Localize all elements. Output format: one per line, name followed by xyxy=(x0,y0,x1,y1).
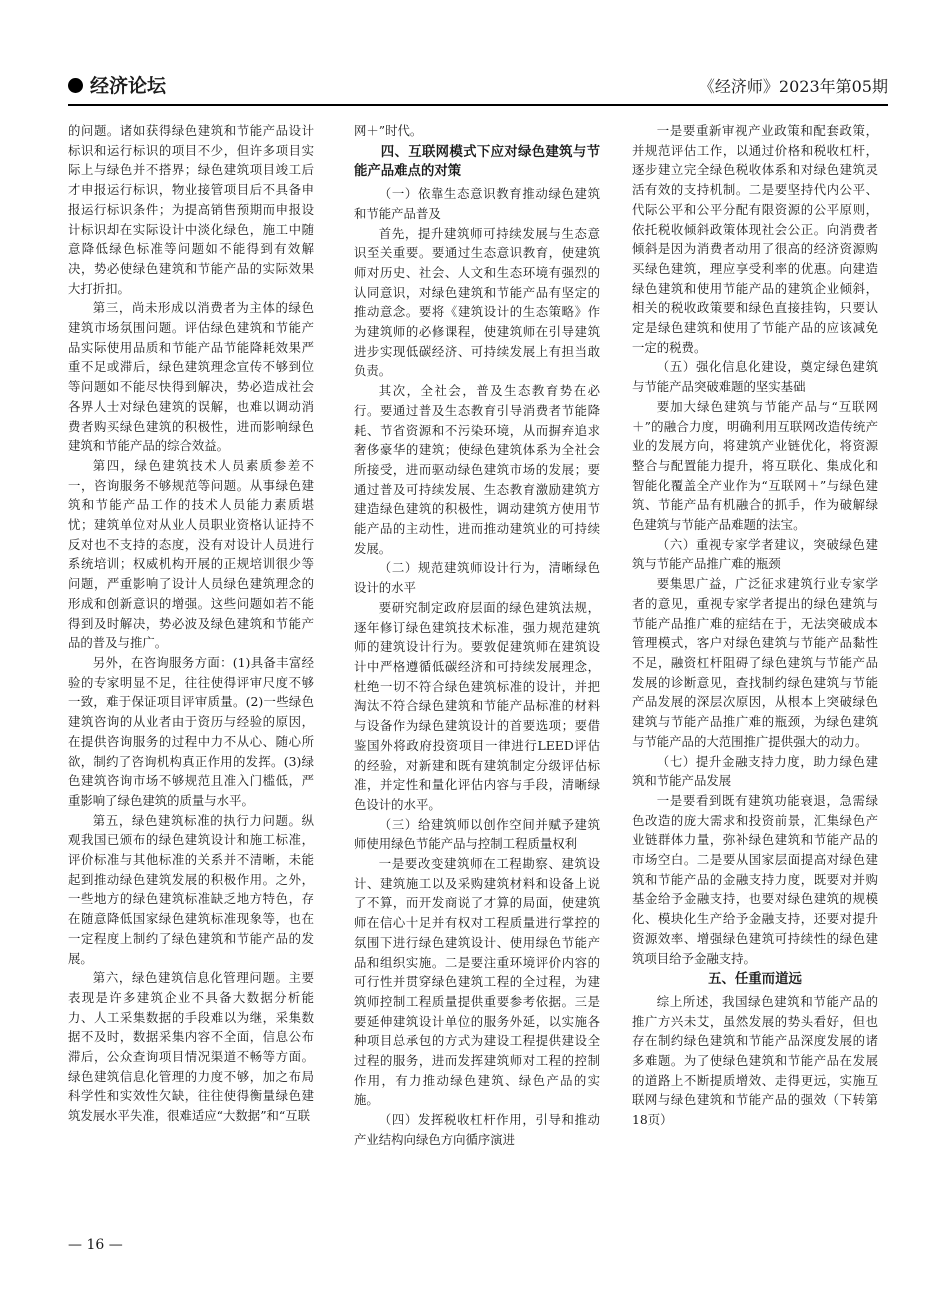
section-title: 经济论坛 xyxy=(90,75,167,97)
paragraph: 综上所述，我国绿色建筑和节能产品的推广方兴未艾，虽然发展的势头看好，但也存在制约绿色建筑和节能产品深度发展的诸多难题。为了使绿色建筑和节能产品在发展的道路上不断提质增效、走得更远，实施互联网与绿色建筑和节能产品的强效（下转第18页） xyxy=(632,993,878,1128)
paragraph: 一是要看到既有建筑功能衰退，急需绿色改造的庞大需求和投资前景，汇集绿色产业链群体力量，弥补绿色建筑和节能产品的市场空白。二是要从国家层面提高对绿色建筑和节能产品的金融支持力度，既要对并购基金给予金融支持，也要对绿色建筑的规模化、模块化生产给予金融支持，还要对提升资源效率、增强绿色建筑可持续性的绿色建筑项目给予金融支持。 xyxy=(632,792,878,966)
section-heading: 四、互联网模式下应对绿色建筑与节能产品难点的对策 xyxy=(354,144,600,180)
paragraph: （五）强化信息化建设，奠定绿色建筑与节能产品突破难题的坚实基础 xyxy=(632,359,878,395)
paragraph: 第五，绿色建筑标准的执行力问题。纵观我国已颁布的绿色建筑设计和施工标准，评价标准与其他标准的关系并不清晰，未能起到推动绿色建筑发展的积极作用。之外，一些地方的绿色建筑标准缺乏地方特色，存在随意降低国家绿色建筑标准现象等，也在一定程度上制约了绿色建筑和节能产品的发展。 xyxy=(68,812,314,966)
paragraph: 要加大绿色建筑与节能产品与“互联网＋”的融合力度，明确利用互联网改造传统产业的发展方向，将建筑产业链优化，将资源整合与配置能力提升，将互联化、集成化和智能化覆盖全产业作为“互联网＋”与绿色建筑、节能产品有机融合的抓手，作为破解绿色建筑与节能产品难题的法宝。 xyxy=(632,398,878,533)
paragraph: （一）依靠生态意识教育推动绿色建筑和节能产品普及 xyxy=(354,186,600,221)
paragraph: （七）提升金融支持力度，助力绿色建筑和节能产品发展 xyxy=(632,753,878,789)
paragraph: 第六，绿色建筑信息化管理问题。主要表现是许多建筑企业不具备大数据分析能力、人工采集数据的手段难以为继，采集数据不及时，数据采集内容不全面，信息公布滞后，公众查询项目情况渠道不畅等方面。绿色建筑信息化管理的力度不够，加之布局科学性和实效性欠缺，往往使得衡量绿色建筑发展水平失准，很难适应“大数据”和“互联 xyxy=(68,970,314,1124)
paragraph: 的问题。诸如获得绿色建筑和节能产品设计标识和运行标识的项目不少，但许多项目实际上与绿色并不搭界；绿色建筑项目竣工后才申报运行标识，物业接管项目后不具备申报运行标识条件；为提高销售预期而申报设计标识却在实际设计中淡化绿色，施工中随意降低绿色标准等问题如不能得到有效解决，势必使绿色建筑和节能产品的实际效果大打折扣。 xyxy=(68,123,314,296)
paragraph: （二）规范建筑师设计行为，清晰绿色设计的水平 xyxy=(354,560,600,596)
paragraph: 一是要改变建筑师在工程勘察、建筑设计、建筑施工以及采购建筑材料和设备上说了不算，而开发商说了才算的局面，使建筑师在信心十足并有权对工程质量进行掌控的氛围下进行绿色建筑设计、使用绿色节能产品和组织实施。二是要注重环境评价内容的可行性并贯穿绿色建筑工程的全过程，为建筑师控制工程质量提供重要参考依据。三是要延伸建筑设计单位的服务外延，以实施各种项目总承包的方式为建设工程提供建设全过程的服务，进而发挥建筑师对工程的控制作用，有力推动绿色建筑、绿色产品的实施。 xyxy=(354,856,600,1108)
paragraph: 要集思广益，广泛征求建筑行业专家学者的意见，重视专家学者提出的绿色建筑与节能产品推广难的症结在于，无法突破成本管理模式，客户对绿色建筑与节能产品黏性不足，融资杠杆阻碍了绿色建筑与节能产品发展的诊断意见，查找制约绿色建筑与节能产品发展的深层次原因，从根本上突破绿色建筑与节能产品推广难的瓶颈，为绿色建筑与节能产品的大范围推广提供强大的动力。 xyxy=(632,576,878,749)
journal-issue: 《经济师》2023年第05期 xyxy=(698,77,888,96)
paragraph: （三）给建筑师以创作空间并赋予建筑师使用绿色节能产品与控制工程质量权利 xyxy=(354,816,600,852)
column-2 xyxy=(354,121,600,1150)
section-heading: 五、任重而道远 xyxy=(708,972,802,988)
page-header xyxy=(68,72,888,100)
bullet-icon xyxy=(68,78,83,93)
paragraph: 其次，全社会，普及生态教育势在必行。要通过普及生态教育引导消费者节能降耗、节省资源和不污染环境，从而摒弃追求奢侈豪华的建筑；使绿色建筑体系为全社会所接受，进而驱动绿色建筑市场的发展；要通过普及可持续发展、生态教育激励建筑方建造绿色建筑的积极性，调动建筑方使用节能产品的主动性，进而推动建筑业的可持续发展。 xyxy=(354,383,600,556)
paragraph: 另外，在咨询服务方面：(1)具备丰富经验的专家明显不足，往往使得评审尺度不够一致，难于保证项目评审质量。(2)一些绿色建筑咨询的从业者由于资历与经验的原因，在提供咨询服务的过程中力不从心、随心所欲，制约了咨询机构真正作用的发挥。(3)绿色建筑咨询市场不够规范且准入门槛低，严重影响了绿色建筑的质量与水平。 xyxy=(68,654,314,808)
paragraph: 一是要重新审视产业政策和配套政策，并规范评估工作，以通过价格和税收杠杆，逐步建立完全绿色税收体系和对绿色建筑灵活有效的支持机制。二是要坚持代内公平、代际公平和公平分配有限资源的公平原则，依托税收倾斜政策体现社会公正。向消费者倾斜是因为消费者动用了很高的经济资源购买绿色建筑，理应享受利率的优惠。向建造绿色建筑和使用节能产品的建筑企业倾斜，相关的税收政策要和绿色直接挂钩，只要认定是绿色建筑和使用了节能产品的应该减免一定的税费。 xyxy=(632,123,878,355)
column-1 xyxy=(68,121,314,1126)
paragraph: 要研究制定政府层面的绿色建筑法规，逐年修订绿色建筑技术标准，强力规范建筑师的建筑设计行为。要敦促建筑师在建筑设计中严格遵循低碳经济和可持续发展理念，杜绝一切不符合绿色建筑标准的设计，并把淘汰不符合绿色建筑和节能产品标准的材料与设备作为绿色建筑设计的首要选项；要借鉴国外将政府投资项目一律进行LEED评估的经验，对新建和既有建筑制定分级评估标准，并定性和量化评估内容与手段，清晰绿色设计的水平。 xyxy=(354,599,600,812)
paragraph: 首先，提升建筑师可持续发展与生态意识至关重要。要通过生态意识教育，使建筑师对历史、社会、人文和生态环境有强烈的认同意识，对绿色建筑和节能产品有坚定的推动意念。要将《建筑设计的生态策略》作为建筑师的必修课程，使建筑师在引导建筑进步实现低碳经济、可持续发展上有担当敢负责。 xyxy=(354,225,600,379)
column-3 xyxy=(632,121,878,1130)
paragraph: （四）发挥税收杠杆作用，引导和推动产业结构向绿色方向循序演进 xyxy=(354,1112,600,1147)
header-rule xyxy=(68,104,888,106)
paragraph: （六）重视专家学者建议，突破绿色建筑与节能产品推广难的瓶颈 xyxy=(632,536,878,572)
paragraph: 第三，尚未形成以消费者为主体的绿色建筑市场氛围问题。评估绿色建筑和节能产品实际使用品质和节能产品节能降耗效果严重不足或滞后，绿色建筑理念宣传不够到位等问题如不能尽快得到解决，势必造成社会各界人士对绿色建筑的误解，也难以调动消费者购买绿色建筑的积极性，进而影响绿色建筑和节能产品的综合效益。 xyxy=(68,300,314,454)
paragraph: 网＋”时代。 xyxy=(354,123,423,138)
paragraph: 第四，绿色建筑技术人员素质参差不一，咨询服务不够规范等问题。从事绿色建筑和节能产品工作的技术人员能力素质堪忧；建筑单位对从业人员职业资格认证持不反对也不支持的态度，没有对设计人员进行系统培训；权威机构开展的正规培训很少等问题，严重影响了设计人员绿色建筑理念的形成和创新意识的增强。这些问题如若不能得到及时解决，势必波及绿色建筑和节能产品的普及与推广。 xyxy=(68,457,314,651)
page-number: — 16 — xyxy=(68,1237,123,1253)
